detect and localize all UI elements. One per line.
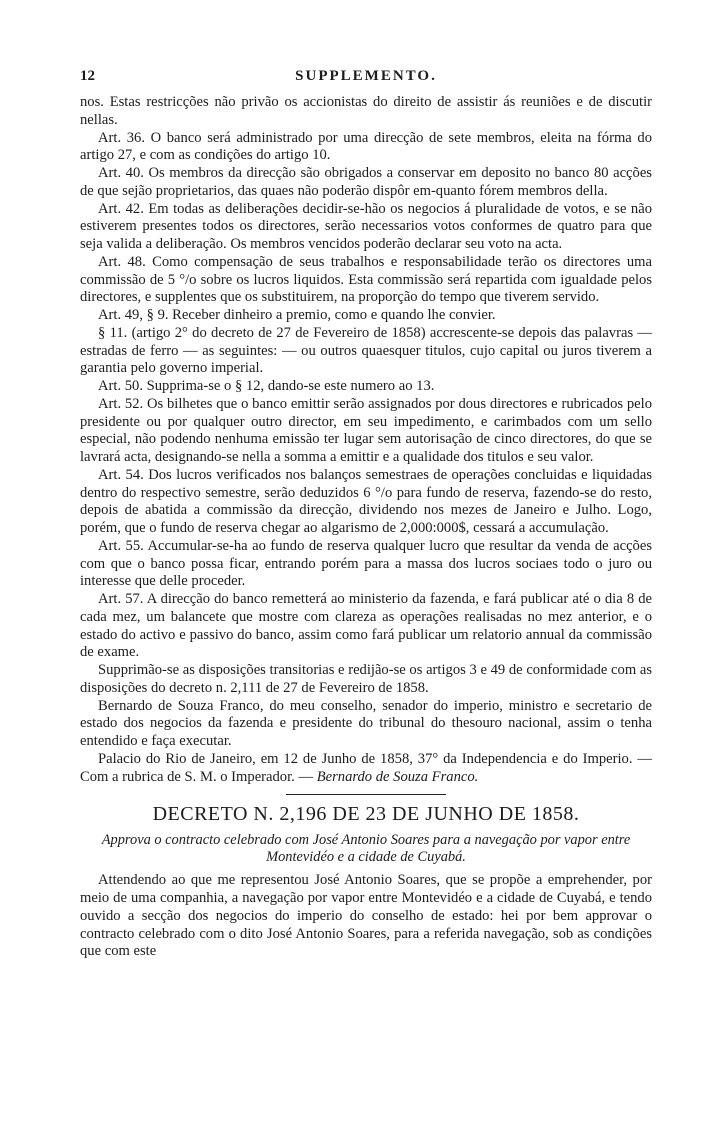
paragraph-transitory: Supprimão-se as disposições transitorias e redijão-se os artigos 3 e 49 de conformidade com as disposições do decreto n. 2,111 de 27 de Fevereiro de 1858. <box>80 662 652 696</box>
page-number: 12 <box>80 68 95 84</box>
paragraph-art-52: Art. 52. Os bilhetes que o banco emittir serão assignados por dous directores e rubricados pelo presidente ou por qualquer outro director, em seu impedimento, e carimbados com um sello especial, não podendo nenhuma emissão ter lugar sem autorisação de cinco directores, do que se lavrará acta, designando-se nella a somma a emittir e a qualidade dos titulos e seu valor. <box>80 395 652 465</box>
header-title: SUPPLEMENTO. <box>295 68 437 84</box>
decree-body <box>80 872 652 961</box>
decree-paragraph: Attendendo ao que me representou José Antonio Soares, que se propõe a emprehender, por meio de uma companhia, a navegação por vapor entre Montevidéo e a cidade de Cuyabá, e tendo ouvido a secção dos negocios do imperio do conselho de estado: hei por bem approvar o contracto celebrado com o dito José Antonio Soares, para a referida navegação, sob as condições que com este <box>80 872 652 960</box>
running-header <box>80 68 652 94</box>
signature-signer: Bernardo de Souza Franco. <box>316 768 479 785</box>
paragraph-art-57: Art. 57. A direcção do banco remetterá ao ministerio da fazenda, e fará publicar até o dia 8 de cada mez, um balancete que mostre com clareza as operações realisadas no mez anterior, e o estado do activo e passivo do banco, assim como fará publicar um relatorio annual da commissão de exame. <box>80 591 652 661</box>
paragraph-art-42: Art. 42. Em todas as deliberações decidir-se-hão os negocios á pluralidade de votos, e se não estiverem presentes todos os directores, serão necessarios votos conformes de quatro para que seja valida a deliberação. Os membros vencidos poderão declarar seu voto na acta. <box>80 200 652 252</box>
signature-text: Palacio do Rio de Janeiro, em 12 de Junho de 1858, 37° da Independencia e do Imperio. — Com a rubrica de S. M. o Imperador. — <box>80 750 652 785</box>
paragraph-art-54: Art. 54. Dos lucros verificados nos balanços semestraes de operações concluidas e liquidadas dentro do respectivo semestre, serão deduzidos 6 °/o para fundo de reserva, fazendo-se do resto, depois de abatida a commissão da direcção, dividendo nos mezes de Janeiro e Julho. Logo, porém, que o fundo de reserva chegar ao algarismo de 2,000:000$, cessará a accumulação. <box>80 466 652 536</box>
paragraph-section-11: § 11. (artigo 2° do decreto de 27 de Fevereiro de 1858) accrescente-se depois das palavras — estradas de ferro — as seguintes: — ou outros quaesquer titulos, cujo capital ou juros tiverem a garantia pelo governo imperial. <box>80 324 652 377</box>
paragraph-art-48: Art. 48. Como compensação de seus trabalhos e responsabilidade terão os directores uma commissão de 5 °/o sobre os lucros liquidos. Esta commissão será repartida com igualdade pelos directores, e supplentes que os substituirem, na proporção do tempo que tiverem servido. <box>80 253 652 306</box>
paragraph-art-55: Art. 55. Accumular-se-ha ao fundo de reserva qualquer lucro que resultar da venda de acções com que o banco possa ficar, entrando porém para a massa dos lucros sociaes todo o juro ou interesse que delle proceder. <box>80 537 652 590</box>
section-divider <box>286 794 446 795</box>
paragraph-minister: Bernardo de Souza Franco, do meu conselho, senador do imperio, ministro e secretario de estado dos negocios da fazenda e presidente do tribunal do thesouro nacional, assim o tenha entendido e faça executar. <box>80 697 652 749</box>
paragraph-art-49: Art. 49, § 9. Receber dinheiro a premio, como e quando lhe convier. <box>98 307 496 323</box>
document-page <box>80 68 652 961</box>
supplement-body <box>80 94 652 786</box>
signature-paragraph <box>80 751 652 787</box>
paragraph-art-36: Art. 36. O banco será administrado por uma direcção de sete membros, eleita na fórma do artigo 27, e com as condições do artigo 10. <box>80 129 652 164</box>
paragraph-continuation: nos. Estas restricções não privão os accionistas do direito de assistir ás reuniões e de discutir nellas. <box>80 94 652 128</box>
paragraph-art-50: Art. 50. Supprima-se o § 12, dando-se este numero ao 13. <box>98 378 435 394</box>
decree-summary: Approva o contracto celebrado com José Antonio Soares para a navegação por vapor entre Montevidéo e a cidade de Cuyabá. <box>101 832 631 866</box>
paragraph-art-40: Art. 40. Os membros da direcção são obrigados a conservar em deposito no banco 80 acções de que sejão proprietarios, das quaes não poderão dispôr em-quanto fórem membros della. <box>80 165 652 199</box>
decree-title: DECRETO N. 2,196 DE 23 DE JUNHO DE 1858. <box>152 803 580 826</box>
